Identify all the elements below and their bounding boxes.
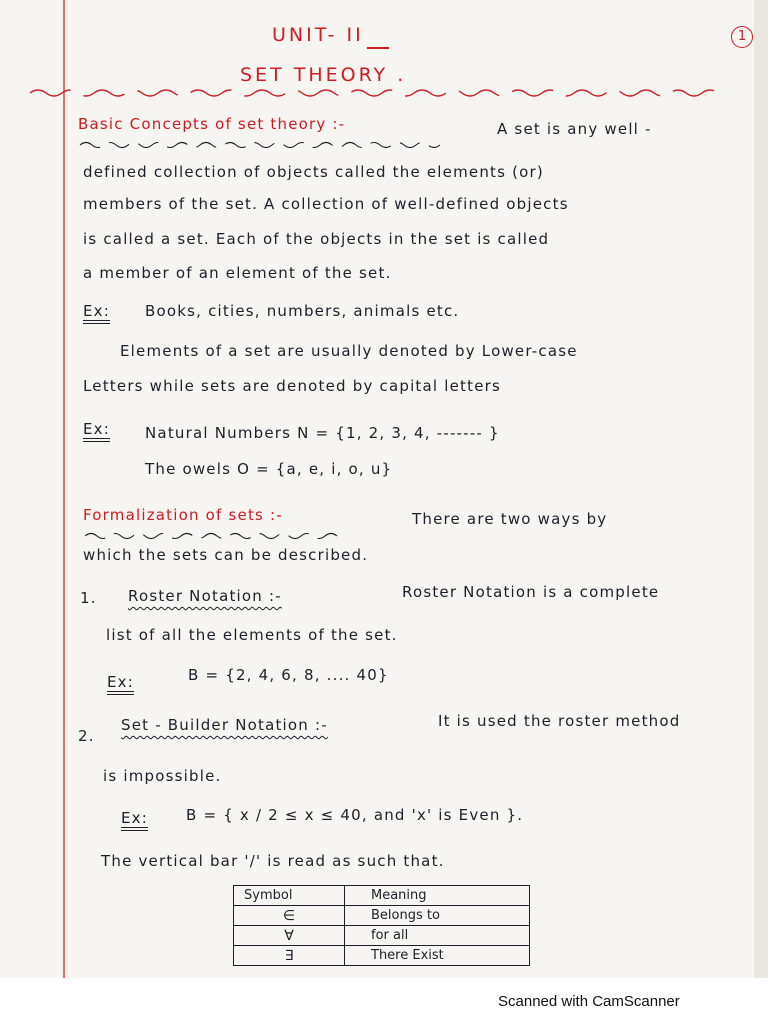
scanner-watermark: Scanned with CamScanner <box>498 993 680 1010</box>
example-text: The owels O = {a, e, i, o, u} <box>145 460 393 478</box>
text-line: is impossible. <box>103 767 222 785</box>
text-line: defined collection of objects called the elements (or) <box>83 163 544 181</box>
table-cell-meaning: for all <box>345 926 530 946</box>
text-line: is called a set. Each of the objects in the set is called <box>83 230 550 248</box>
table-header-cell: Symbol <box>234 886 345 906</box>
subject-title: SET THEORY . <box>240 64 407 86</box>
section-heading-basic-concepts: Basic Concepts of set theory :- <box>78 115 346 133</box>
example-label: Ex: <box>107 673 135 691</box>
text-line: list of all the elements of the set. <box>106 626 398 644</box>
set-builder-heading: Set - Builder Notation :- <box>121 716 328 734</box>
page-number: 1 <box>731 26 753 48</box>
table-row <box>234 906 530 926</box>
example-text: B = { x / 2 ≤ x ≤ 40, and 'x' is Even }. <box>186 806 524 824</box>
example-label: Ex: <box>83 420 111 438</box>
text-line: Elements of a set are usually denoted by Lower-case <box>120 342 578 360</box>
unit-title-underline <box>367 47 389 49</box>
roster-notation-heading: Roster Notation :- <box>128 587 282 605</box>
text-line: A set is any well - <box>497 120 652 138</box>
section-heading-formalization: Formalization of sets :- <box>83 506 283 524</box>
list-number: 1. <box>80 589 97 607</box>
example-label: Ex: <box>121 809 149 827</box>
table-cell-meaning: Belongs to <box>345 906 530 926</box>
example-text: Books, cities, numbers, animals etc. <box>145 302 460 320</box>
table-cell-meaning: There Exist <box>345 946 530 966</box>
table-header-cell: Meaning <box>345 886 530 906</box>
text-line: members of the set. A collection of well-defined objects <box>83 195 569 213</box>
text-line: Letters while sets are denoted by capital letters <box>83 377 502 395</box>
list-number: 2. <box>78 727 95 745</box>
text-line: There are two ways by <box>412 510 608 528</box>
table-row <box>234 946 530 966</box>
table-cell-symbol: ∈ <box>234 906 345 926</box>
text-line: The vertical bar '/' is read as such that. <box>101 852 445 870</box>
example-label: Ex: <box>83 302 111 320</box>
text-line: It is used the roster method <box>438 712 681 730</box>
text-line: a member of an element of the set. <box>83 264 392 282</box>
text-line: which the sets can be described. <box>83 546 369 564</box>
table-row <box>234 926 530 946</box>
symbol-table <box>233 885 530 966</box>
example-text: B = {2, 4, 6, 8, .... 40} <box>188 666 389 684</box>
text-line: Roster Notation is a complete <box>402 583 660 601</box>
table-cell-symbol: ∃ <box>234 946 345 966</box>
table-cell-symbol: ∀ <box>234 926 345 946</box>
table-header-row <box>234 886 530 906</box>
unit-title: UNIT- II <box>272 24 364 46</box>
example-text: Natural Numbers N = {1, 2, 3, 4, ------- } <box>145 424 500 442</box>
